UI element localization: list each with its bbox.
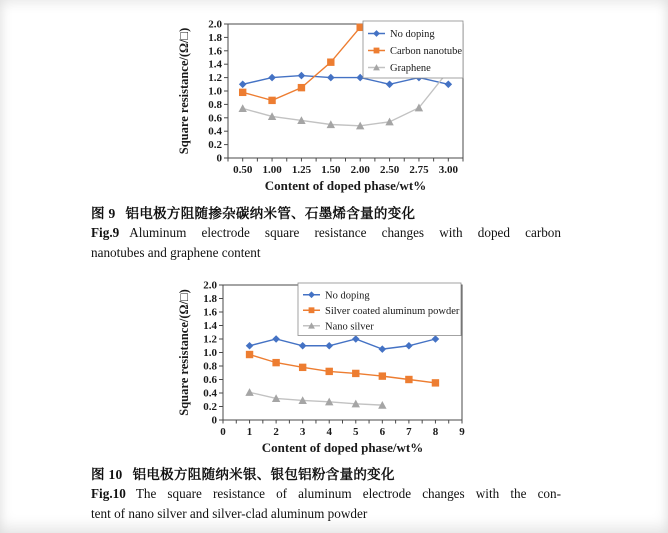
diamond-marker [352,335,360,343]
diamond-marker [405,342,413,350]
diamond-marker [246,342,254,350]
square-marker [374,48,380,54]
fig10-caption-cn-text: 铝电极方阻随纳米银、银包铝粉含量的变化 [132,467,395,482]
y-tick-label: 1.0 [203,347,217,359]
fig9-caption-en-line1: Fig.9 Aluminum electrode square resistance changes with doped carbon [91,225,561,240]
triangle-marker [245,388,253,396]
y-tick-label: 1.8 [208,31,222,44]
x-tick-label: 2.75 [409,164,429,176]
fig9-caption-english [91,223,561,263]
x-tick-label: 2.00 [350,164,370,176]
y-tick-label: 2.0 [208,18,222,31]
y-tick-label: 1.0 [208,85,222,98]
fig10-line-chart [170,270,480,464]
y-tick-label: 0 [211,414,217,427]
fig10-caption-chinese [91,463,571,483]
legend-label: Graphene [390,63,431,75]
legend-label: Carbon nanotube [390,46,463,58]
series-silver-coated-aluminum-powder [246,351,439,387]
y-tick-label: 0 [216,152,222,165]
legend-label: No doping [390,29,435,41]
y-tick-label: 0.8 [208,98,222,111]
y-tick-label: 0.8 [203,360,217,373]
fig9-caption-en-line2: nanotubes and graphene content [91,245,261,260]
series-line [250,392,383,405]
x-tick-label: 2.50 [379,164,400,176]
square-marker [405,376,412,383]
triangle-marker [238,104,246,112]
x-axis-title: Content of doped phase/wt% [264,178,427,193]
fig9-number-en: Fig.9 [91,225,120,240]
square-marker [326,368,333,375]
square-marker [299,364,306,371]
y-tick-label: 2.0 [203,279,217,292]
fig10-caption-english [91,484,561,524]
x-tick-label: 1.25 [291,164,312,176]
x-tick-label: 1.00 [262,164,282,176]
y-tick-label: 1.4 [208,58,222,71]
y-tick-label: 0.6 [203,374,217,386]
diamond-marker [379,345,387,353]
y-tick-label: 1.2 [203,333,217,346]
diamond-marker [432,335,440,343]
y-tick-label: 0.4 [203,387,217,400]
legend-label: Nano silver [325,321,374,333]
x-tick-label: 5 [353,426,359,438]
x-tick-label: 7 [406,426,412,438]
y-tick-label: 0.4 [208,125,222,138]
x-tick-label: 1 [246,426,253,438]
square-marker [379,372,386,379]
x-tick-label: 0 [220,426,226,438]
square-marker [327,58,334,65]
square-marker [239,89,246,96]
fig10-number-en: Fig.10 [91,486,126,501]
y-tick-label: 0.2 [203,401,217,413]
square-marker [298,84,305,91]
diamond-marker [298,72,306,80]
x-tick-label: 2 [273,426,279,438]
square-marker [268,97,275,104]
legend [298,283,461,336]
diamond-marker [239,81,247,89]
x-tick-label: 4 [326,426,332,438]
series-nano-silver [245,388,386,409]
diamond-marker [325,342,333,350]
square-marker [432,379,439,386]
square-marker [352,370,359,377]
square-marker [272,359,279,366]
fig9-caption-cn-text: 铝电极方阻随掺杂碳纳米管、石墨烯含量的变化 [125,206,416,221]
fig9-caption-chinese [91,202,571,222]
y-tick-label: 1.8 [203,293,217,305]
fig10-caption-en-line1: Fig.10 The square resistance of aluminum electrode changes with the con- [91,486,561,501]
y-tick-label: 0.2 [208,139,222,152]
legend [363,21,463,78]
legend-label: Silver coated aluminum powder [325,305,460,317]
x-tick-label: 3 [299,426,306,438]
diamond-marker [268,74,276,82]
x-tick-label: 6 [379,426,386,438]
fig10-caption-en-line2: tent of nano silver and silver-clad aluminum powder [91,506,368,521]
diamond-marker [272,335,280,343]
x-tick-label: 9 [459,426,465,438]
y-axis-title: Square resistance/(Ω/□) [177,289,191,416]
y-tick-label: 1.2 [208,72,222,85]
x-tick-label: 3.00 [438,164,458,176]
y-tick-label: 0.6 [208,112,222,125]
y-axis-title: Square resistance/(Ω/□) [177,27,191,155]
y-tick-label: 1.6 [203,306,217,319]
x-tick-label: 0.50 [233,164,253,176]
square-marker [309,307,315,313]
fig9-number-cn: 图 9 [91,206,116,221]
x-tick-label: 8 [432,426,439,438]
fig10-number-cn: 图 10 [91,467,123,482]
series-carbon-nanotube [239,24,364,104]
diamond-marker [299,342,307,350]
square-marker [246,351,253,358]
y-tick-label: 1.6 [208,45,222,58]
x-axis-title: Content of doped phase/wt% [261,440,424,455]
fig9-line-chart [170,6,480,206]
diamond-marker [327,74,335,82]
x-tick-label: 1.50 [321,164,341,176]
series-no-doping [246,335,439,353]
diamond-marker [445,81,453,89]
diamond-marker [386,81,394,89]
y-tick-label: 1.4 [203,320,217,332]
legend-label: No doping [325,290,370,302]
triangle-marker [385,118,393,126]
